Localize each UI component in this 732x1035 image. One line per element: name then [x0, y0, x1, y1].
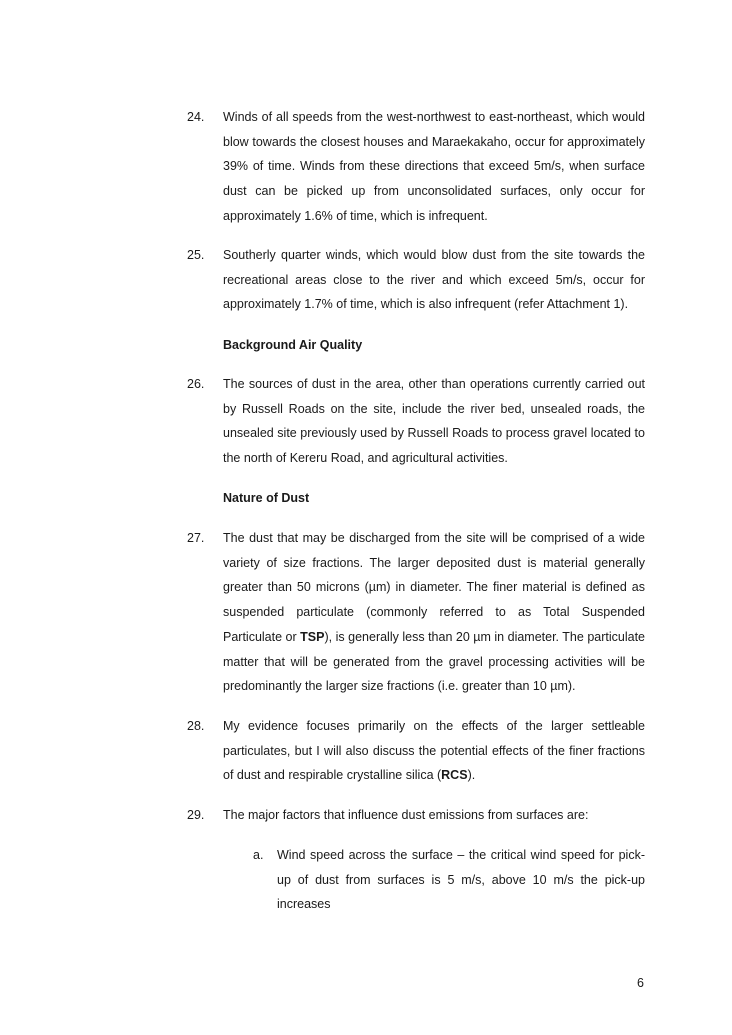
paragraph-26: [187, 372, 645, 471]
paragraph-number: 25.: [187, 248, 205, 262]
paragraph-29: [187, 803, 645, 828]
subitem-text: Wind speed across the surface – the critical wind speed for pick-up of dust from surfaces is 5 m/s, above 10 m/s the pick-up increases: [277, 848, 645, 912]
paragraph-number: 27.: [187, 531, 205, 545]
paragraph-number: 26.: [187, 377, 205, 391]
text-segment: The dust that may be discharged from the site will be comprised of a wide variety of size fractions. The larger deposited dust is material generally greater than 50 microns (µm) in diameter. The finer material is defined as suspended particulate (commonly referred to as Total Suspended Particulate or: [223, 531, 645, 644]
paragraph-text: [223, 526, 645, 699]
paragraph-text: [223, 714, 645, 788]
heading-background-air-quality: Background Air Quality: [223, 338, 363, 352]
acronym-tsp: TSP: [300, 629, 325, 644]
paragraph-number: 28.: [187, 719, 205, 733]
paragraph-25: [187, 243, 645, 317]
paragraph-number: 29.: [187, 808, 205, 822]
heading-nature-of-dust: Nature of Dust: [223, 491, 310, 505]
paragraph-text: The major factors that influence dust emissions from surfaces are:: [223, 808, 589, 822]
paragraph-text: Winds of all speeds from the west-northwest to east-northeast, which would blow towards the closest houses and Maraekakaho, occur for approximately 39% of time. Winds from these directions that exceed 5m/s, when surface dust can be picked up from unconsolidated surfaces, only occur for approximately 1.6% of time, which is infrequent.: [223, 110, 645, 223]
paragraph-28: [187, 714, 645, 788]
subitem-a: [253, 843, 645, 917]
text-segment: My evidence focuses primarily on the effects of the larger settleable particulates, but I will also discuss the potential effects of the finer fractions of dust and respirable crystalline silica (: [223, 719, 645, 783]
paragraph-24: [187, 105, 645, 229]
paragraph-number: 24.: [187, 110, 205, 124]
acronym-rcs: RCS: [441, 768, 468, 783]
text-segment: ).: [467, 768, 476, 783]
paragraph-text: The sources of dust in the area, other than operations currently carried out by Russell Roads on the site, include the river bed, unsealed roads, the unsealed site previously used by Russell Roads to process gravel located to the north of Kereru Road, and agricultural activities.: [223, 377, 645, 466]
paragraph-27: [187, 526, 645, 699]
text-segment: ), is generally less than 20 µm in diameter. The particulate matter that will be generated from the gravel processing activities will be predominantly the larger size fractions (i.e. greater than 10 µm).: [223, 629, 646, 694]
paragraph-text: Southerly quarter winds, which would blow dust from the site towards the recreational areas close to the river and which exceed 5m/s, occur for approximately 1.7% of time, which is also infrequent (refer Attachment 1).: [223, 248, 645, 312]
subitem-label: a.: [253, 848, 264, 862]
page-number: 6: [637, 976, 644, 990]
